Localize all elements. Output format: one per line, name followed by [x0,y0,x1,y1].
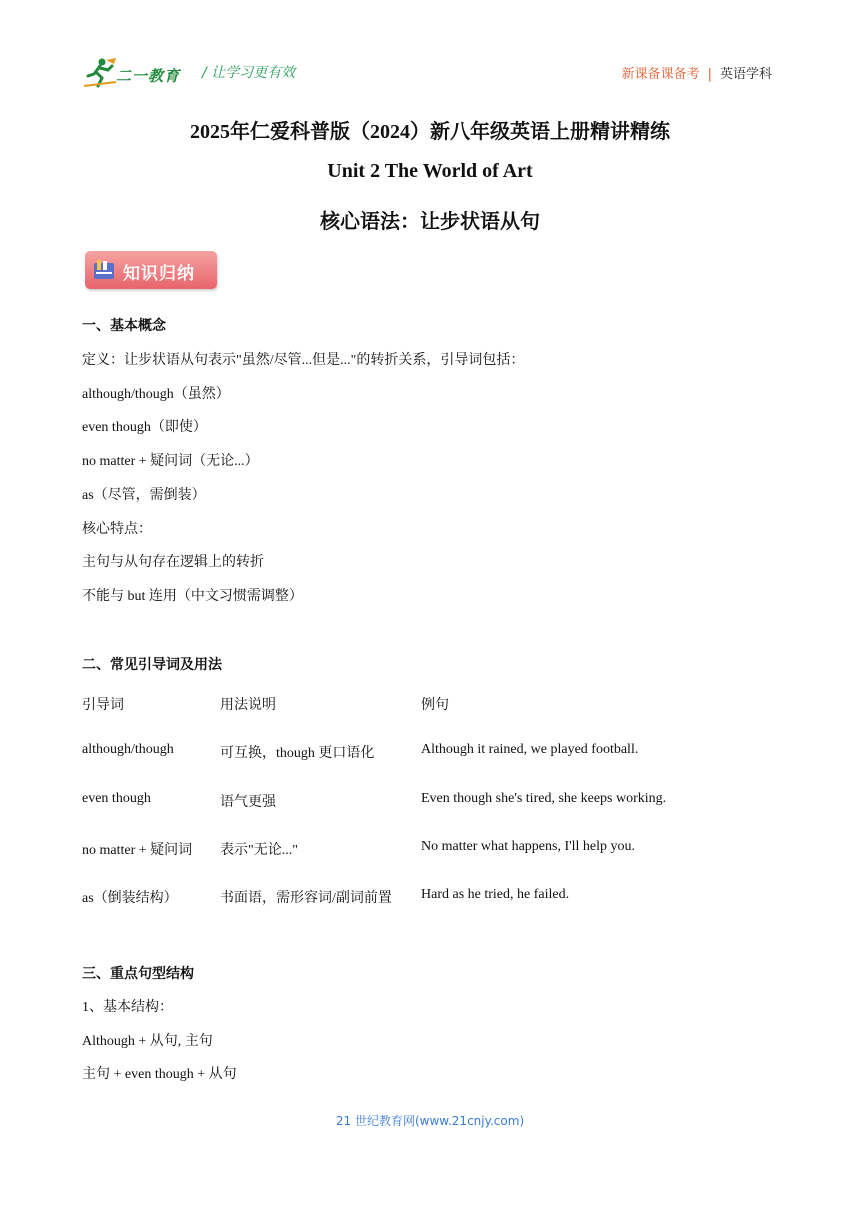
section1-line: 定义：让步状语从句表示"虽然/尽管...但是..."的转折关系，引导词包括： [82,353,525,368]
section1-line: as（尽管，需倒装） [82,488,206,503]
page-header [82,56,772,90]
table-header-cell: 例句 [421,698,449,713]
section1-line: although/though（虽然） [82,387,230,402]
book-icon [91,257,117,283]
logo [82,56,192,90]
table-cell: no matter + 疑问词 [82,843,193,858]
badge-label: 知识归纳 [123,264,195,284]
section1-line: 核心特点： [82,522,152,537]
header-tag: 新课备课备考 [621,67,700,82]
table-cell: 语气更强 [220,795,276,810]
logo-text: 二一教育 [116,67,181,85]
section3-line: 1、基本结构： [82,1000,173,1015]
section2-heading: 二、常见引导词及用法 [82,657,222,673]
footer-source: 21 世纪教育网(www.21cnjy.com) [335,1114,525,1128]
slogan: / 让学习更有效 [202,65,296,81]
section1-line: even though（即使） [82,420,207,435]
section3-line: Although + 从句, 主句 [82,1034,213,1049]
table-cell: Although it rained, we played football. [421,742,639,757]
table-cell: 表示"无论..." [220,843,298,858]
header-subject: 英语学科 [719,67,772,82]
section3-line: 主句 + even though + 从句 [82,1067,237,1082]
table-cell: Hard as he tried, he failed. [421,887,570,902]
table-cell: 书面语，需形容词/副词前置 [220,891,392,906]
unit-title: Unit 2 The World of Art [327,160,533,182]
main-title: 2025年仁爱科普版（2024）新八年级英语上册精讲精练 [190,121,670,143]
section3-heading: 三、重点句型结构 [82,966,194,982]
header-right [622,63,772,82]
table-cell: No matter what happens, I'll help you. [421,839,636,854]
table-cell: as（倒装结构） [82,891,178,906]
table-header-cell: 引导词 [82,698,124,713]
table-cell: although/though [82,742,174,757]
section1-line: no matter + 疑问词（无论...） [82,454,259,469]
runner-logo-icon [82,56,118,90]
header-separator: | [707,67,712,82]
table-cell: 可互换，though 更口语化 [220,746,375,761]
table-header-cell: 用法说明 [220,698,276,713]
section1-line: 主句与从句存在逻辑上的转折 [82,555,264,570]
knowledge-summary-badge [85,251,217,289]
topic-title: 核心语法：让步状语从句 [320,209,540,233]
section1-line: 不能与 but 连用（中文习惯需调整） [82,589,303,604]
table-cell: Even though she's tired, she keeps working. [421,791,667,806]
section1-heading: 一、基本概念 [82,318,166,334]
table-cell: even though [82,791,151,806]
